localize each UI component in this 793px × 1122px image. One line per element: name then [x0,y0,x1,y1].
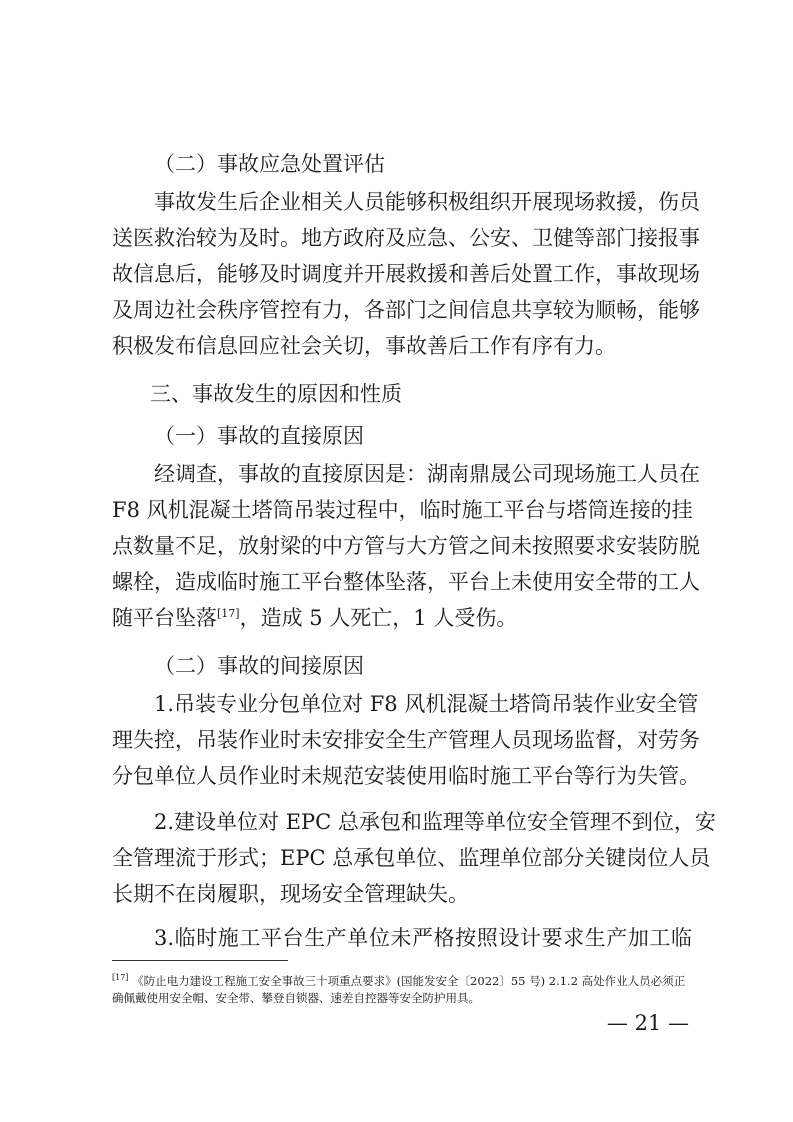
footnote-divider [112,960,288,961]
paragraph-line: 积极发布信息回应社会关切，事故善后工作有序有力。 [112,334,616,358]
paragraph-line: 经调查，事故的直接原因是：湖南鼎晟公司现场施工人员在 [154,462,700,486]
paragraph-line: 事故发生后企业相关人员能够积极组织开展现场救援，伤员 [154,190,700,214]
list-item-line: 长期不在岗履职，现场安全管理缺失。 [112,882,469,906]
subheading-direct-cause: （一）事故的直接原因 [154,424,364,448]
paragraph-text: 随平台坠落 [112,606,217,630]
paragraph-line: 点数量不足，放射梁的中方管与大方管之间未按照要求安装防脱 [112,534,700,558]
page-number: — 21 — [606,1011,689,1035]
footnote-line: 确佩戴使用安全帽、安全带、攀登自锁器、速差自控器等安全防护用具。 [112,991,480,1005]
footnote-text: 《防止电力建设工程施工安全事故三十项重点要求》(国能发安全〔2022〕55 号) 2.1.2 高处作业人员必须正 [132,973,686,988]
paragraph-text: ，造成 5 人死亡，1 人受伤。 [239,606,518,630]
list-item-line: 理失控，吊装作业时未安排安全生产管理人员现场监督，对劳务 [112,728,700,752]
paragraph-line: 送医救治较为及时。地方政府及应急、公安、卫健等部门接报事 [112,226,700,250]
list-item-line: 分包单位人员作业时未规范安装使用临时施工平台等行为失管。 [112,764,700,788]
paragraph-line: 故信息后，能够及时调度并开展救援和善后处置工作，事故现场 [112,262,700,286]
paragraph-line: F8 风机混凝土塔筒吊装过程中，临时施工平台与塔筒连接的挂 [112,498,693,522]
footnote-mark: [17] [112,973,129,982]
paragraph-line [112,600,692,636]
footnote-reference[interactable]: [17] [217,607,240,620]
paragraph-line: 及周边社会秩序管控有力，各部门之间信息共享较为顺畅，能够 [112,298,700,322]
subheading-indirect-cause: （二）事故的间接原因 [154,654,364,678]
list-item-line: 1.吊装专业分包单位对 F8 风机混凝土塔筒吊装作业安全管 [154,692,699,716]
list-item-line: 全管理流于形式；EPC 总承包单位、监理单位部分关键岗位人员 [112,846,711,870]
subheading-emergency-assessment: （二）事故应急处置评估 [154,152,385,176]
section-title: 三、事故发生的原因和性质 [150,382,402,406]
list-item-line: 2.建设单位对 EPC 总承包和监理等单位安全管理不到位，安 [154,810,716,834]
list-item-line: 3.临时施工平台生产单位未严格按照设计要求生产加工临 [154,926,692,950]
paragraph-line: 螺栓，造成临时施工平台整体坠落，平台上未使用安全带的工人 [112,570,700,594]
